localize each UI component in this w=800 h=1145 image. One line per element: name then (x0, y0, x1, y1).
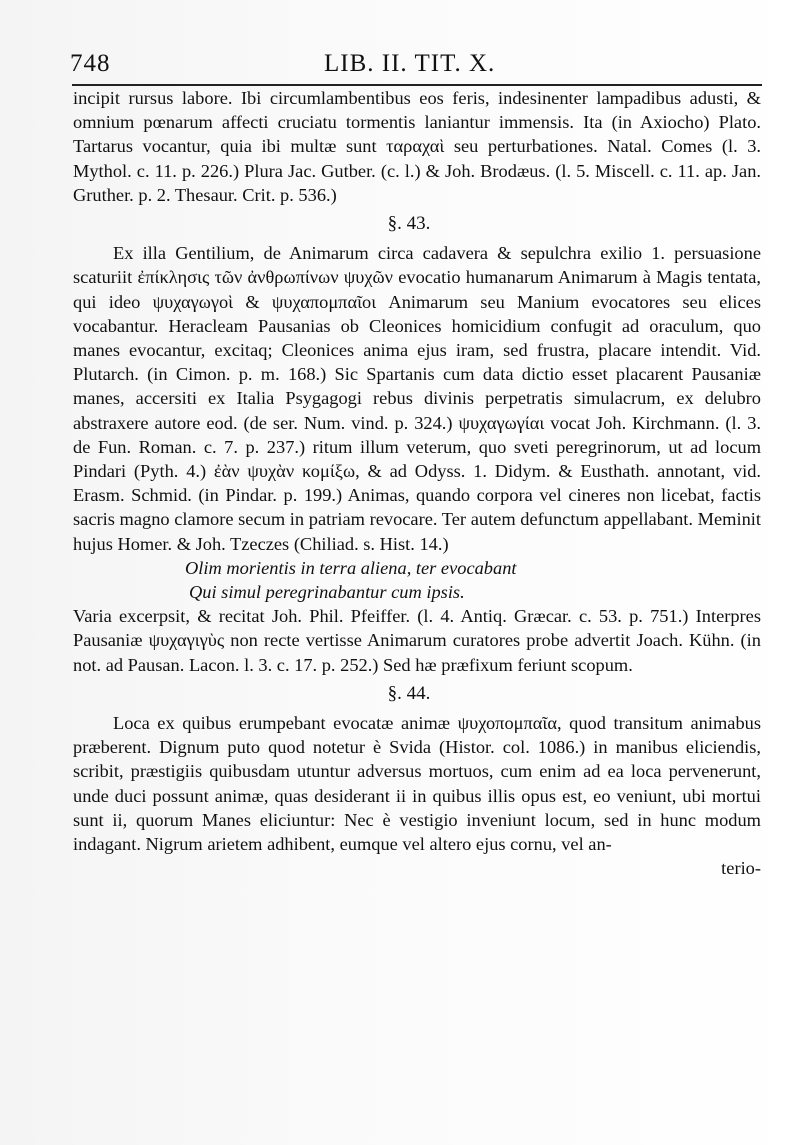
paragraph-43: Ex illa Gentilium, de Animarum circa cadavera & sepulchra exilio 1. persuasione scaturiit ἐπίκλησις τῶν ἀνθρωπίνων ψυχῶν evocatio humanarum Animarum à Magis tentata, qui ideo ψυχαγωγοὶ & ψυχαπομπαῖοι Animarum seu Manium evocatores seu elices vocabantur. Heracleam Pausanias ob Cleonices homicidium confugit ad oraculum, quo manes evocantur, excitaq; Cleonices anima ejus iram, sed frustra, placare intendit. Vid. Plutarch. (in Cimon. p. m. 168.) Sic Spartanis cum data dictio esset placarent Pausaniæ manes, accersiti ex Italia Psygagogi rebus divinis perpetratis simulacrum, ex delubro abstraxere autore eod. (de ser. Num. vind. p. 324.) ψυχαγωγίαι vocat Joh. Kirchmann. (l. 3. de Fun. Roman. c. 7. p. 237.) ritum illum veterum, quo sveti peregrinorum, ut ad locum Pindari (Pyth. 4.) ἐὰν ψυχὰν κομίξω, & ad Odyss. 1. Didym. & Eusthath. annotant, vid. Erasm. Schmid. (in Pindar. p. 199.) Animas, quando corpora vel cineres non licebat, factis sacris magno clamore secum in patriam revocare. Ter autem defunctum appellabant. Meminit hujus Homer. & Joh. Tzeczes (Chiliad. s. Hist. 14.) (73, 243, 761, 554)
paragraph-44: Loca ex quibus erumpebant evocatæ animæ ψυχοπομπαῖα, quod transitum animabus præberent. Dignum puto quod notetur è Svida (Histor. col. 1086.) in manibus eliciendis, scribit, præstigiis quibusdam utuntur adversus mortuos, cum enim ad ea loca pervenerunt, unde duci possunt animæ, quas desiderant ii in quibus illis opus est, eo veniunt, ubi mortui sunt ii, quorum Manes eliciuntur: Nec è vestigio inveniunt locum, sed in hunc modum indagant. Nigrum arietem adhibent, eumque vel altero ejus cornu, vel an- (73, 713, 761, 855)
page-number: 748 (70, 50, 111, 77)
body-text (73, 86, 761, 881)
paragraph-43-continued: Varia excerpsit, & recitat Joh. Phil. Pfeiffer. (l. 4. Antiq. Græcar. c. 53. p. 751.) Interpres Pausaniæ ψυχαγιγὺς non recte vertisse Animarum curatores probe advertit Joach. Kühn. (in not. ad Pausan. Lacon. l. 3. c. 17. p. 252.) Sed hæ præfixum feriunt scopum. (73, 606, 761, 675)
verse-line-2: Qui simul peregrinabantur cum ipsis. (189, 582, 465, 603)
section-heading-44 (73, 682, 761, 706)
section-heading-43 (73, 212, 761, 236)
section-44-label: §. 44. (387, 682, 431, 704)
running-title: LIB. II. TIT. X. (324, 50, 496, 77)
page-header (70, 50, 760, 80)
catchword: terio- (721, 858, 761, 879)
section-43-label: §. 43. (387, 213, 431, 235)
verse-line-1: Olim morientis in terra aliena, ter evocabant (185, 557, 517, 578)
paragraph-continuation: incipit rursus labore. Ibi circumlambentibus eos feris, indesinenter lampadibus adusti, & omnium pœnarum affecti cruciatu tormentis laniantur immensis. Ita (in Axiocho) Plato. Tartarus vocantur, quia ibi multæ sunt ταραχαὶ seu perturbationes. Natal. Comes (l. 3. Mythol. c. 11. p. 226.) Plura Jac. Gutber. (c. l.) & Joh. Brodæus. (l. 5. Miscell. c. 11. ap. Jan. Gruther. p. 2. Thesaur. Crit. p. 536.) (73, 88, 761, 205)
